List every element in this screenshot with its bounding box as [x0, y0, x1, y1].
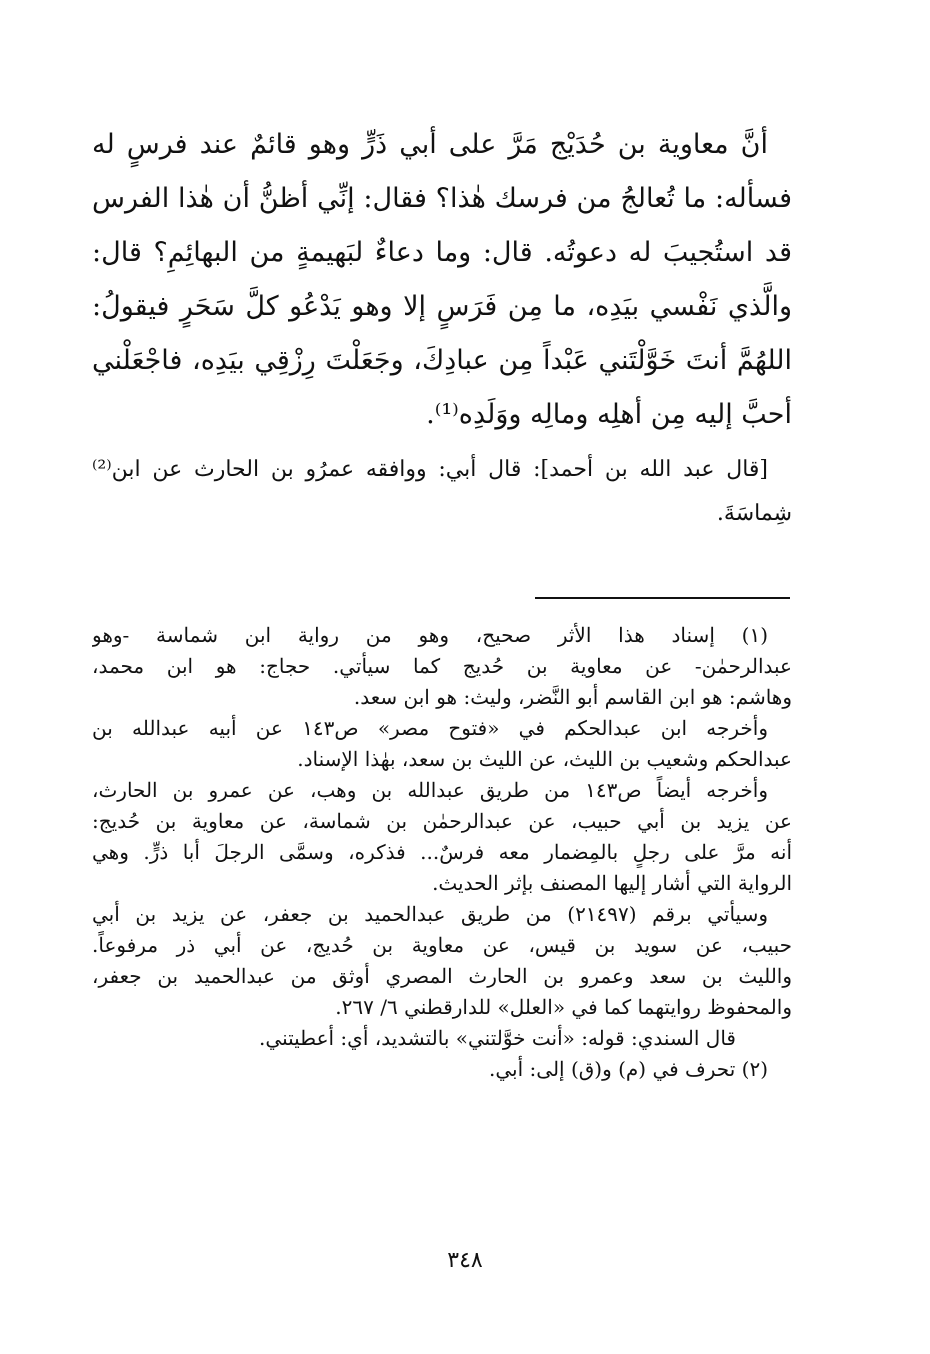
footnote-line: عبدالحكم وشعيب بن الليث، عن الليث بن سعد، بهٰذا الإسناد. [297, 747, 792, 771]
main-text-line: أنَّ معاوية بن حُدَيْج مَرَّ على أبي ذَرٍّ وهو قائمٌ عند فرسٍ له [92, 129, 768, 160]
main-text-line: اللهُمَّ أنتَ خَوَّلْتَني عَبْداً مِن عبادِكَ، وجَعَلْتَ رِزْقِي بيَدِه، فاجْعَلْني [92, 345, 792, 376]
narrator-note-line: شِماسَةَ. [716, 501, 792, 526]
main-text-line: فسأله: ما تُعالجُ من فرسك هٰذا؟ فقال: إنِّي أظنُّ أن هٰذا الفرس [92, 183, 792, 214]
footnote-line: عن يزيد بن أبي حبيب، عن عبدالرحمٰن بن شماسة، عن معاوية بن حُديج: [92, 809, 792, 833]
footnote-line: (١) إسناد هذا الأثر صحيح، وهو من رواية ابن شماسة -وهو [92, 623, 768, 647]
footnote-line: وأخرجه ابن عبدالحكم في «فتوح مصر» ص١٤٣ عن أبيه عبدالله بن [92, 716, 768, 740]
footnotes [92, 620, 792, 1085]
footnote-line: وأخرجه أيضاً ص١٤٣ من طريق عبدالله بن وهب، عن عمرو بن الحارث، [92, 778, 769, 802]
narrator-note-line: [قال عبد الله بن أحمد]: قال أبي: ووافقه عمرُو بن الحارث عن ابن⁽²⁾ [92, 457, 768, 482]
page-number: ٣٤٨ [447, 1248, 483, 1273]
footnote-line: والليث بن سعد وعمرو بن الحارث المصري أوثق من عبدالحميد بن جعفر، [92, 964, 792, 988]
footnote-line: وسيأتي برقم (٢١٤٩٧) من طريق عبدالحميد بن جعفر، عن يزيد بن أبي [92, 902, 768, 926]
main-text-line: قد استُجيبَ له دعوتُه. قال: وما دعاءٌ لبَهيمةٍ من البهائِمِ؟ قال: [92, 237, 792, 268]
main-text-line: والَّذي نَفْسي بيَدِه، ما مِن فَرَسٍ إلا وهو يَدْعُو كلَّ سَحَرٍ فيقولُ: [92, 291, 792, 322]
main-text [92, 118, 792, 442]
main-text-line: أحبَّ إليه مِن أهلِه ومالِه ووَلَدِه⁽¹⁾. [426, 399, 792, 430]
footnote-line: أنه مرَّ على رجلٍ بالمِضمار معه فرسٌ... فذكره، وسمَّى الرجلَ أبا ذرٍّ. وهي [92, 840, 792, 864]
footnote-line: (٢) تحرف في (م) و(ق) إلى: أبي. [489, 1057, 768, 1081]
narrator-note [92, 448, 792, 536]
footnote-line: عبدالرحمٰن- عن معاوية بن حُديج كما سيأتي. حجاج: هو ابن محمد، [92, 654, 792, 678]
footnote-line: قال السندي: قوله: «أنت خوَّلتني» بالتشديد، أي: أعطيتني. [259, 1026, 736, 1050]
footnote-separator [535, 597, 790, 599]
footnote-line: وهاشم: هو ابن القاسم أبو النَّضر، وليث: هو ابن سعد. [353, 685, 792, 709]
page-body [92, 118, 792, 536]
footnote-line: الرواية التي أشار إليها المصنف بإثر الحديث. [432, 871, 792, 895]
footnote-line: حبيب، عن سويد بن قيس، عن معاوية بن حُديج، عن أبي ذر مرفوعاً. [92, 933, 792, 957]
footnote-line: والمحفوظ روايتهما كما في «العلل» للدارقطني ٦/ ٢٦٧. [335, 995, 792, 1019]
